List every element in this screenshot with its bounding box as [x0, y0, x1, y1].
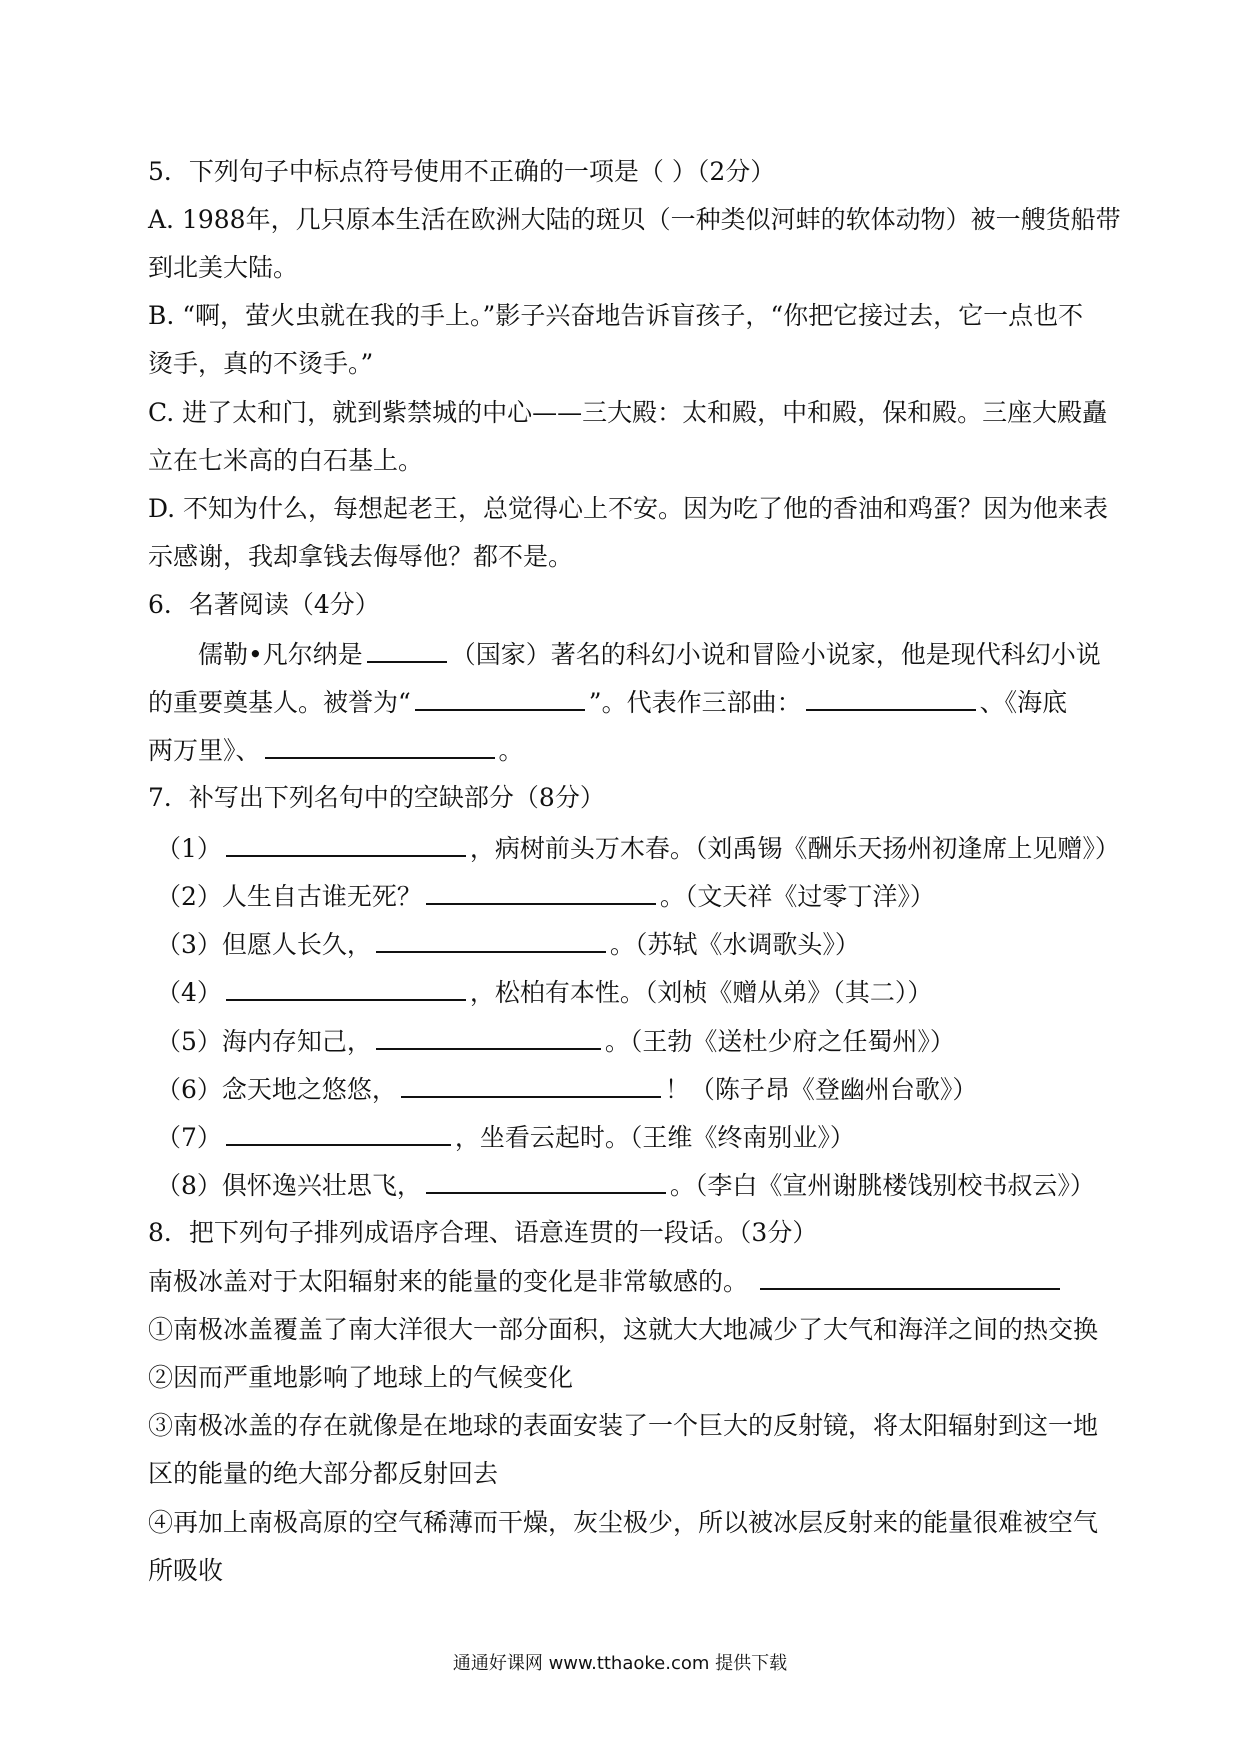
q7-item-2-post: 。（文天祥《过零丁洋》）	[659, 882, 935, 911]
q8-sentence-2: ②因而严重地影响了地球上的气候变化	[148, 1363, 574, 1392]
q7-item-1-post: ，病树前头万木春。（刘禹锡《酬乐天扬州初逢席上见赠》）	[469, 834, 1120, 863]
q8-sentence-4-line2: 所吸收	[148, 1556, 224, 1585]
q7-item-6-blank[interactable]	[401, 1072, 661, 1098]
q7-item-1	[156, 831, 1120, 866]
q7-item-4-pre: （4）	[156, 978, 222, 1007]
q7-item-5-pre: （5）海内存知己，	[156, 1027, 372, 1056]
q6-text-2a: 的重要奠基人。被誉为“	[148, 688, 411, 717]
q5-option-c-line2: 立在七米高的白石基上。	[148, 446, 424, 475]
q7-item-4-blank[interactable]	[226, 975, 466, 1001]
q6-nickname-blank[interactable]	[415, 685, 585, 711]
q7-item-4	[156, 975, 1090, 1010]
q7-item-2	[156, 879, 1090, 914]
q8-answer-blank[interactable]	[760, 1264, 1060, 1290]
q7-item-3-post: 。（苏轼《水调歌头》）	[609, 930, 860, 959]
q8-lead-text: 南极冰盖对于太阳辐射来的能量的变化是非常敏感的。	[148, 1267, 749, 1296]
q7-item-3-blank[interactable]	[376, 927, 606, 953]
q6-country-blank[interactable]	[367, 637, 447, 663]
q5-option-a-line2: 到北美大陆。	[148, 253, 299, 282]
q7-item-7-pre: （7）	[156, 1123, 222, 1152]
q7-item-7	[156, 1120, 1090, 1155]
q5-option-b-line1: B. “啊，萤火虫就在我的手上。”影子兴奋地告诉盲孩子，“你把它接过去，它一点也不	[148, 301, 1084, 330]
q6-text-2b: ”。代表作三部曲：	[588, 688, 802, 717]
q7-item-1-blank[interactable]	[226, 831, 466, 857]
q6-line1	[198, 637, 1101, 672]
q7-item-4-post: ，松柏有本性。（刘桢《赠从弟》（其二））	[469, 978, 933, 1007]
q7-item-5-post: 。（王勃《送杜少府之任蜀州》）	[604, 1027, 955, 1056]
q7-item-3-pre: （3）但愿人长久，	[156, 930, 372, 959]
q6-text-3a: 两万里》、	[148, 736, 261, 765]
q6-line3	[148, 733, 1090, 768]
q7-item-7-blank[interactable]	[226, 1120, 451, 1146]
q7-item-8-pre: （8）俱怀逸兴壮思飞，	[156, 1171, 422, 1200]
q8-sentence-3-line1: ③南极冰盖的存在就像是在地球的表面安装了一个巨大的反射镜，将太阳辐射到这一地	[148, 1411, 1099, 1440]
q8-sentence-3-line2: 区的能量的绝大部分都反射回去	[148, 1459, 499, 1488]
q8-sentence-1: ①南极冰盖覆盖了南大洋很大一部分面积，这就大大地减少了大气和海洋之间的热交换	[148, 1315, 1099, 1344]
q6-work1-blank[interactable]	[806, 685, 976, 711]
q5-stem: 5．下列句子中标点符号使用不正确的一项是（ ）（2分）	[148, 157, 776, 186]
q7-item-1-pre: （1）	[156, 834, 222, 863]
q7-item-2-blank[interactable]	[426, 879, 656, 905]
q7-item-8-blank[interactable]	[426, 1168, 666, 1194]
page-footer: 通通好课网 www.tthaoke.com 提供下载	[452, 1653, 788, 1674]
q5-option-d-line1: D. 不知为什么，每想起老王，总觉得心上不安。因为吃了他的香油和鸡蛋？因为他来表	[148, 494, 1109, 523]
q6-text-1a: 儒勒•凡尔纳是	[198, 640, 363, 669]
q5-option-d-line2: 示感谢，我却拿钱去侮辱他？都不是。	[148, 542, 574, 571]
q6-text-1b: （国家）著名的科幻小说和冒险小说家，他是现代科幻小说	[450, 640, 1101, 669]
q8-sentence-4-line1: ④再加上南极高原的空气稀薄而干燥，灰尘极少，所以被冰层反射来的能量很难被空气	[148, 1508, 1099, 1537]
q5-option-b-line2: 烫手，真的不烫手。”	[148, 349, 374, 378]
q6-text-2c: 、《海底	[979, 688, 1068, 717]
q6-text-3b: 。	[498, 736, 524, 765]
q7-item-5	[156, 1024, 1090, 1059]
q6-work3-blank[interactable]	[265, 733, 495, 759]
q7-item-6	[156, 1072, 1090, 1107]
q8-stem: 8．把下列句子排列成语序合理、语意连贯的一段话。（3分）	[148, 1218, 818, 1247]
q7-stem: 7．补写出下列名句中的空缺部分（8分）	[148, 783, 605, 812]
q7-item-2-pre: （2）人生自古谁无死？	[156, 882, 422, 911]
q7-item-7-post: ，坐看云起时。（王维《终南别业》）	[454, 1123, 855, 1152]
q6-line2	[148, 685, 1090, 720]
q7-item-8-post: 。（李白《宣州谢朓楼饯别校书叔云》）	[669, 1171, 1095, 1200]
q8-lead	[148, 1264, 1090, 1299]
q7-item-6-post: ！（陈子昂《登幽州台歌》）	[664, 1075, 978, 1104]
q6-stem: 6．名著阅读（4分）	[148, 590, 380, 619]
q7-item-3	[156, 927, 1090, 962]
q7-item-6-pre: （6）念天地之悠悠，	[156, 1075, 397, 1104]
q5-option-c-line1: C. 进了太和门，就到紫禁城的中心——三大殿：太和殿，中和殿，保和殿。三座大殿矗	[148, 398, 1108, 427]
q7-item-8	[156, 1168, 1095, 1203]
q5-option-a-line1: A. 1988年，几只原本生活在欧洲大陆的斑贝（一种类似河蚌的软体动物）被一艘货船带	[148, 205, 1121, 234]
q7-item-5-blank[interactable]	[376, 1024, 601, 1050]
